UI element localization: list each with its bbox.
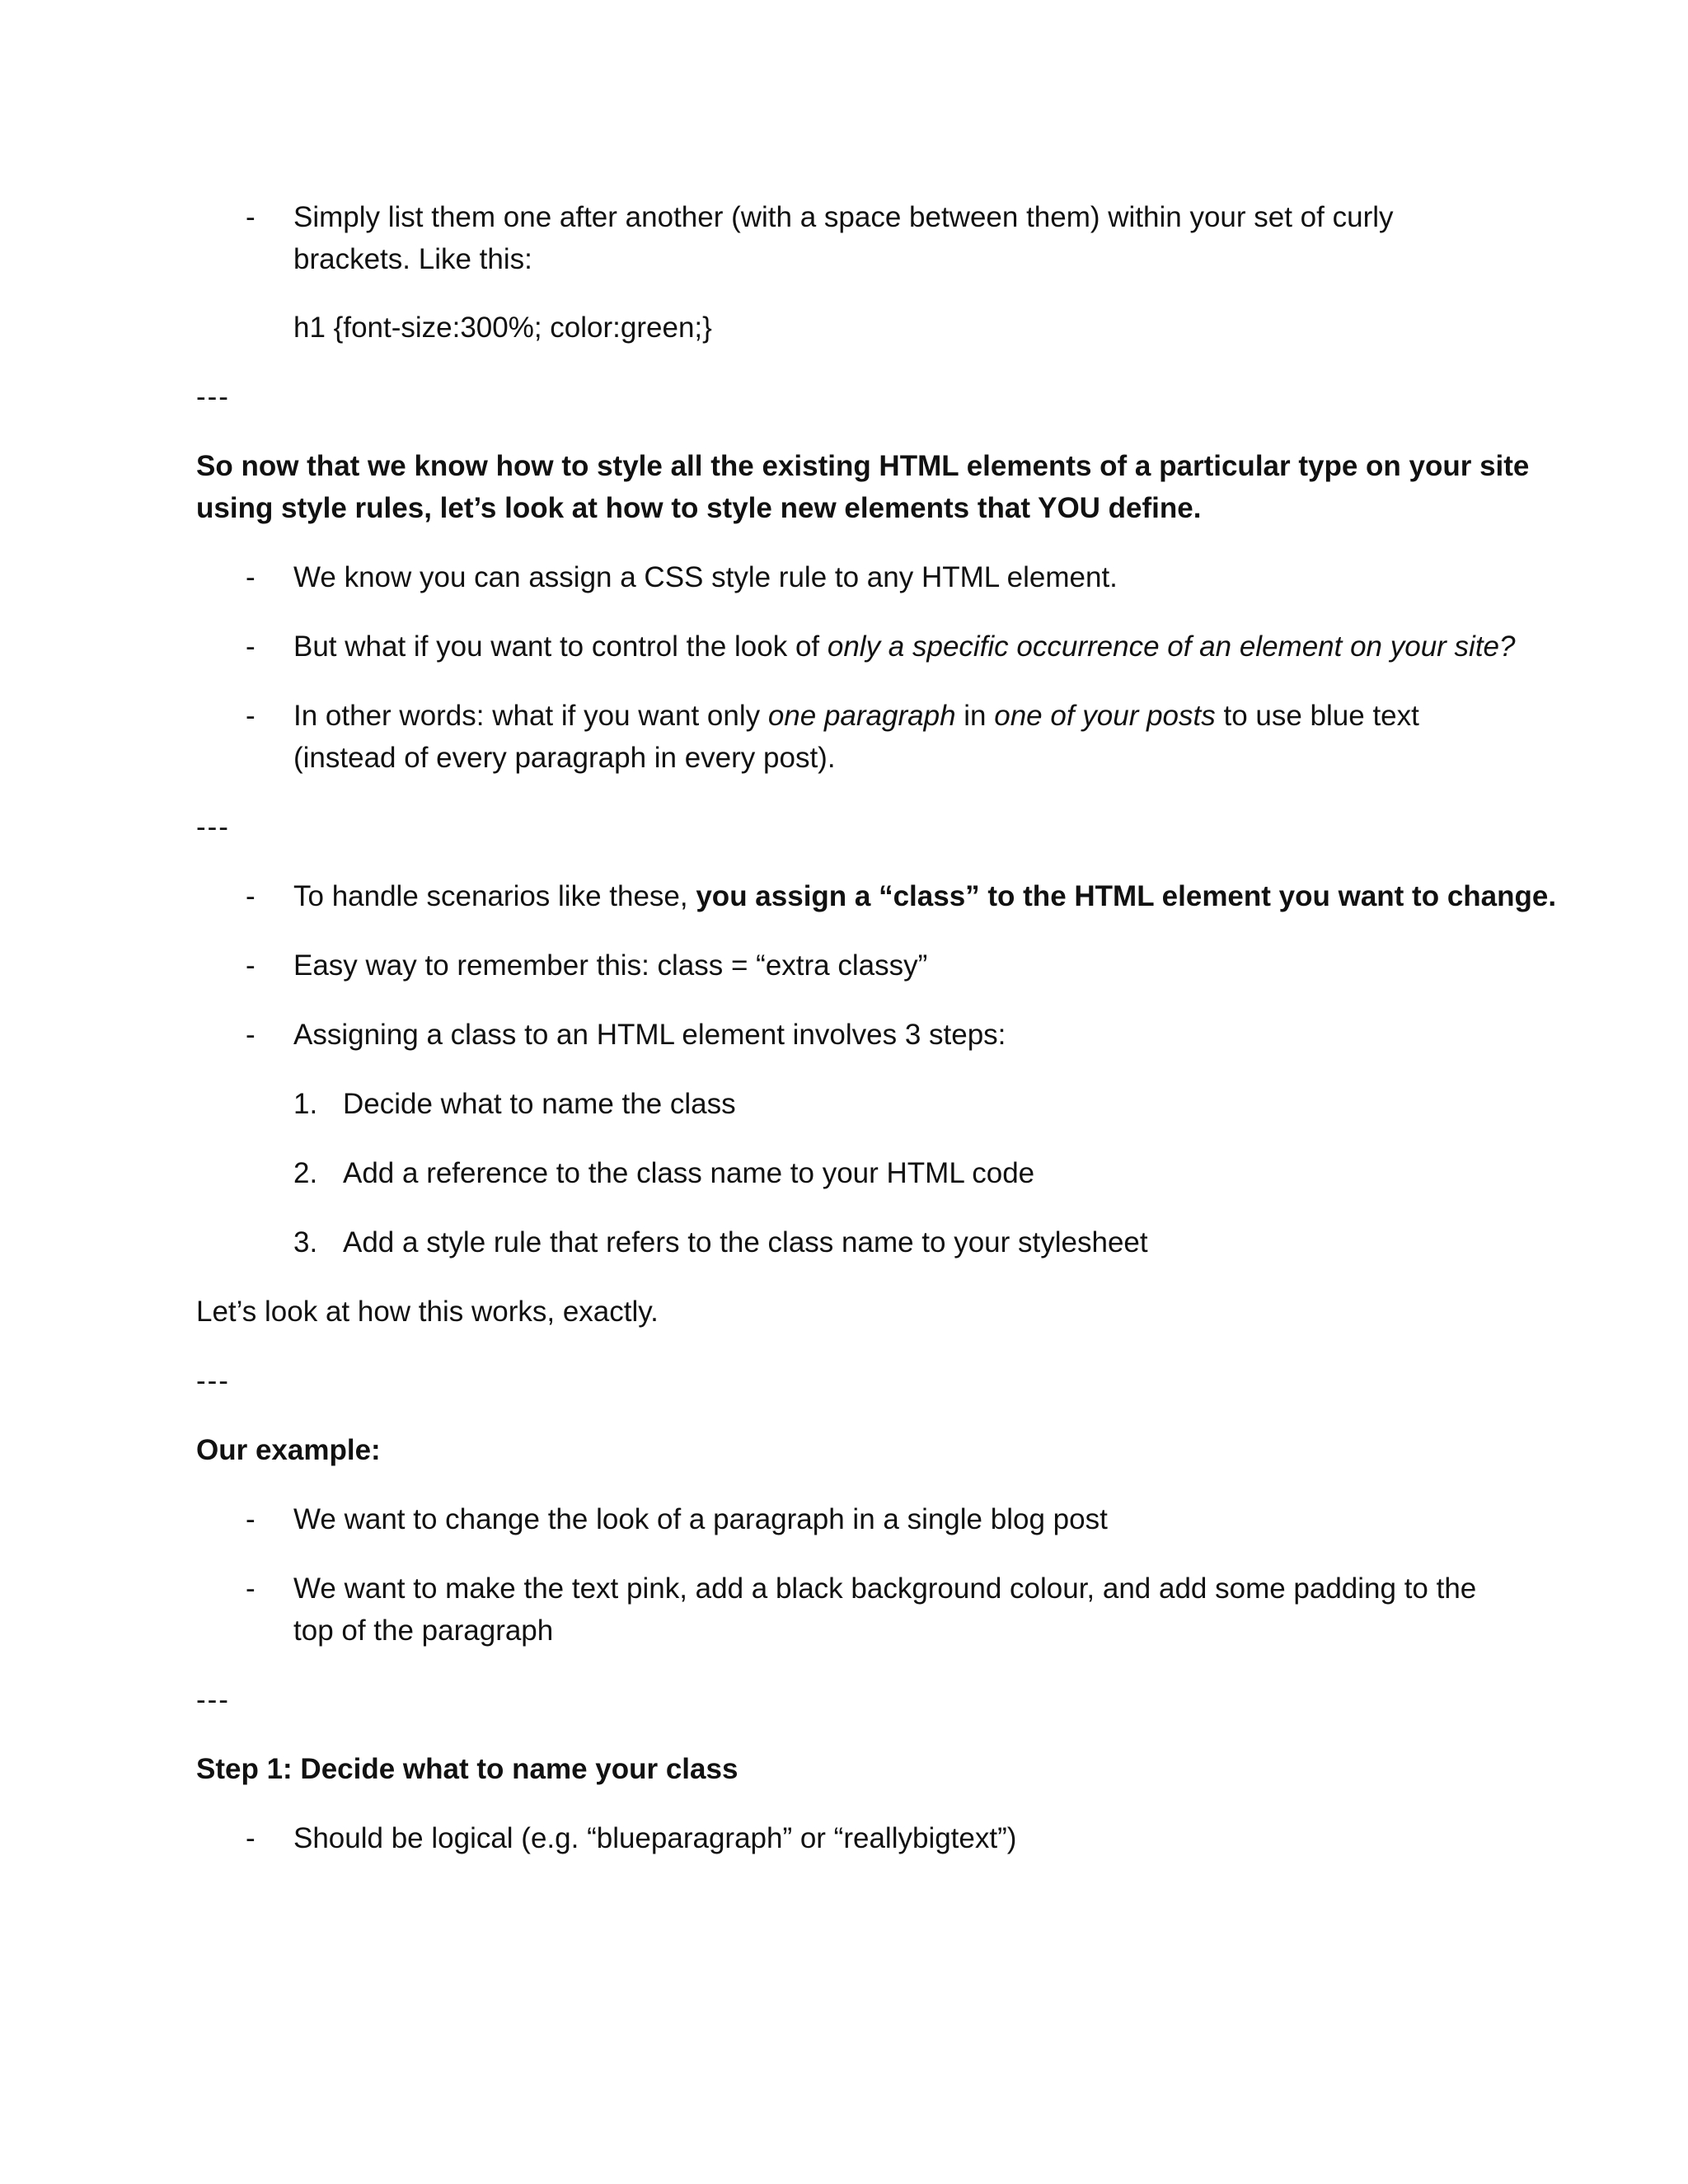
bullet-marker: -: [246, 1503, 256, 1535]
list-item: Assigning a class to an HTML element involves 3 steps:: [293, 1019, 1006, 1051]
step1-heading: Step 1: Decide what to name your class: [196, 1753, 738, 1785]
example-heading: Our example:: [196, 1434, 381, 1466]
item-italic-text: one of your posts: [994, 700, 1216, 732]
separator: ---: [196, 1684, 230, 1716]
separator: ---: [196, 1365, 230, 1397]
item-text: In other words: what if you want only: [293, 700, 768, 732]
item-text: To handle scenarios like these,: [293, 880, 696, 912]
bullet-marker: -: [246, 1572, 256, 1605]
list-item-continuation: (instead of every paragraph in every post).: [293, 742, 836, 774]
intro-item-line1: Simply list them one after another (with a space between them) within your set of curly: [293, 201, 1394, 233]
list-item-continuation: top of the paragraph: [293, 1615, 554, 1647]
bullet-marker: -: [246, 1822, 256, 1854]
bullet-marker: -: [246, 561, 256, 593]
section-heading-line2: using style rules, let’s look at how to style new elements that YOU define.: [196, 492, 1202, 524]
bullet-marker: -: [246, 949, 256, 982]
list-item: [293, 695, 1497, 737]
separator: ---: [196, 811, 230, 843]
item-italic-text: only a specific occurrence of an element on your site?: [827, 630, 1516, 663]
closing-paragraph: Let’s look at how this works, exactly.: [196, 1296, 659, 1328]
bullet-marker: -: [246, 630, 256, 663]
item-italic-text: one paragraph: [767, 700, 956, 732]
bullet-marker: -: [246, 700, 256, 732]
code-example: h1 {font-size:300%; color:green;}: [293, 312, 712, 344]
section-heading-line1: So now that we know how to style all the existing HTML elements of a particular type on your site: [196, 450, 1530, 482]
item-text: But what if you want to control the look of: [293, 630, 828, 663]
intro-item-line2: brackets. Like this:: [293, 243, 532, 275]
list-item: We want to make the text pink, add a black background colour, and add some padding to the: [293, 1572, 1477, 1605]
item-bold-text: you assign a “class” to the HTML element you want to change.: [696, 880, 1557, 912]
item-text: in: [955, 700, 995, 732]
list-item: Easy way to remember this: class = “extra classy”: [293, 949, 928, 982]
step-number: 1.: [293, 1088, 318, 1120]
separator: ---: [196, 381, 230, 413]
list-item: Should be logical (e.g. “blueparagraph” or “reallybigtext”): [293, 1822, 1017, 1854]
step-number: 2.: [293, 1157, 318, 1189]
step-number: 3.: [293, 1226, 318, 1258]
item-text: to use blue text: [1215, 700, 1419, 732]
step-text: Add a reference to the class name to your HTML code: [343, 1157, 1035, 1189]
bullet-marker: -: [246, 1019, 256, 1051]
list-item: We know you can assign a CSS style rule to any HTML element.: [293, 561, 1118, 593]
bullet-marker: -: [246, 201, 256, 233]
step-text: Decide what to name the class: [343, 1088, 736, 1120]
list-item: [293, 626, 1516, 668]
list-item: We want to change the look of a paragraph in a single blog post: [293, 1503, 1108, 1535]
bullet-marker: -: [246, 880, 256, 912]
step-text: Add a style rule that refers to the class name to your stylesheet: [343, 1226, 1148, 1258]
list-item: [293, 875, 1557, 917]
